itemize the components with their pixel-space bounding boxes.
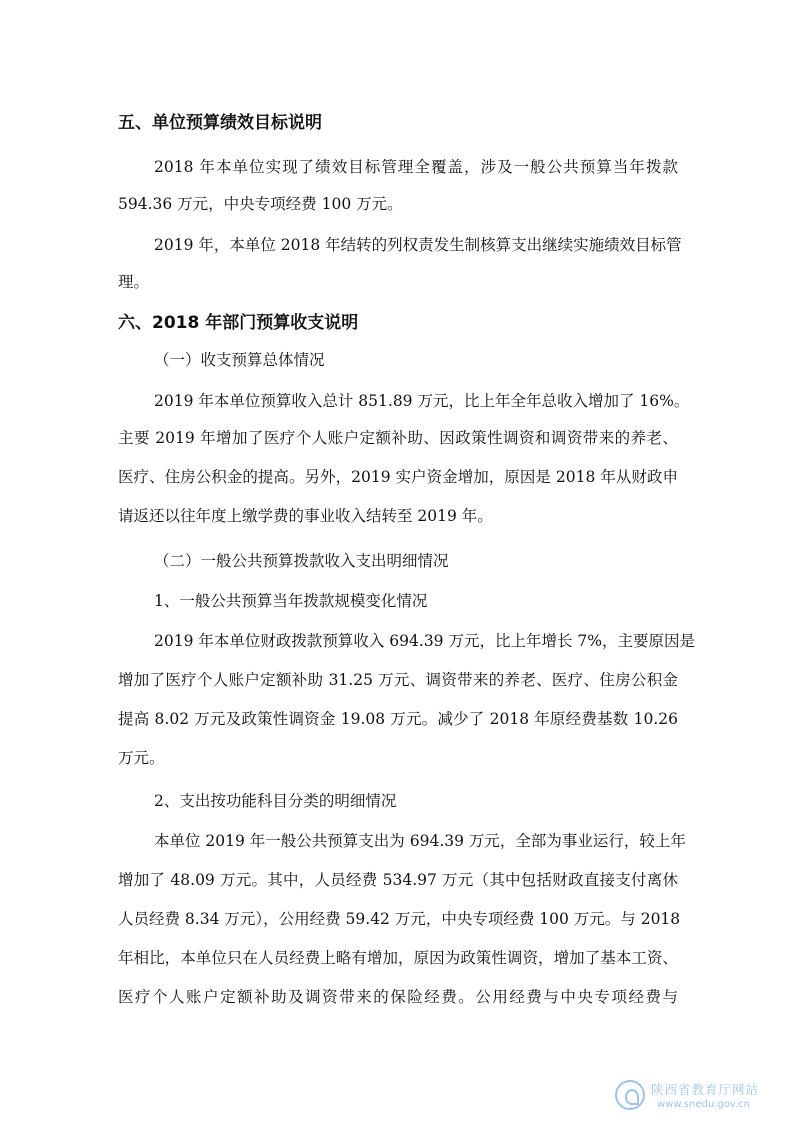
subsection-1-line-2: 主要 2019 年增加了医疗个人账户定额补助、因政策性调资和调资带来的养老、 <box>118 429 678 447</box>
item-1-title: 1、一般公共预算当年拨款规模变化情况 <box>154 592 428 610</box>
section-6-heading: 六、2018 年部门预算收支说明 <box>118 313 359 333</box>
subsection-1-line-1: 2019 年本单位预算收入总计 851.89 万元，比上年全年总收入增加了 16%。 <box>154 392 690 410</box>
watermark-url: www.snedu.gov.cn <box>657 1099 750 1110</box>
subsection-1-line-4: 请返还以往年度上缴学费的事业收入结转至 2019 年。 <box>118 507 493 525</box>
item-2-line-5: 医疗个人账户定额补助及调资带来的保险经费。公用经费与中央专项经费与 <box>118 988 678 1006</box>
subsection-2-title: （二）一般公共预算拨款收入支出明细情况 <box>154 552 449 570</box>
item-2-line-2: 增加了 48.09 万元。其中，人员经费 534.97 万元（其中包括财政直接支付离休 <box>118 871 678 889</box>
site-watermark <box>615 1078 785 1118</box>
item-2-line-3: 人员经费 8.34 万元），公用经费 59.42 万元，中央专项经费 100 万元。与 2018 <box>118 910 681 928</box>
item-1-line-4: 万元。 <box>118 749 165 767</box>
subsection-1-title: （一）收支预算总体情况 <box>154 351 325 369</box>
section-5-para-1-line-1: 2018 年本单位实现了绩效目标管理全覆盖，涉及一般公共预算当年拨款 <box>154 158 678 176</box>
item-1-line-1: 2019 年本单位财政拨款预算收入 694.39 万元，比上年增长 7%，主要原因是 <box>154 632 695 650</box>
leaf-circle-icon <box>615 1080 645 1110</box>
item-2-line-1: 本单位 2019 年一般公共预算支出为 694.39 万元，全部为事业运行，较上年 <box>154 832 686 850</box>
section-5-para-1-line-2: 594.36 万元，中央专项经费 100 万元。 <box>118 195 403 213</box>
item-1-line-2: 增加了医疗个人账户定额补助 31.25 万元、调资带来的养老、医疗、住房公积金 <box>118 671 678 689</box>
item-1-line-3: 提高 8.02 万元及政策性调资金 19.08 万元。减少了 2018 年原经费基数 10.26 <box>118 710 678 728</box>
section-5-heading: 五、单位预算绩效目标说明 <box>118 113 322 133</box>
watermark-title: 陕西省教育厅网站 <box>651 1082 760 1097</box>
section-5-para-2-line-2: 理。 <box>118 273 150 291</box>
item-2-title: 2、支出按功能科目分类的明细情况 <box>154 792 397 810</box>
section-5-para-2-line-1: 2019 年，本单位 2018 年结转的列权责发生制核算支出继续实施绩效目标管 <box>154 236 682 254</box>
item-2-line-4: 年相比，本单位只在人员经费上略有增加，原因为政策性调资，增加了基本工资、 <box>118 949 678 967</box>
subsection-1-line-3: 医疗、住房公积金的提高。另外，2019 实户资金增加，原因是 2018 年从财政申 <box>118 468 678 486</box>
